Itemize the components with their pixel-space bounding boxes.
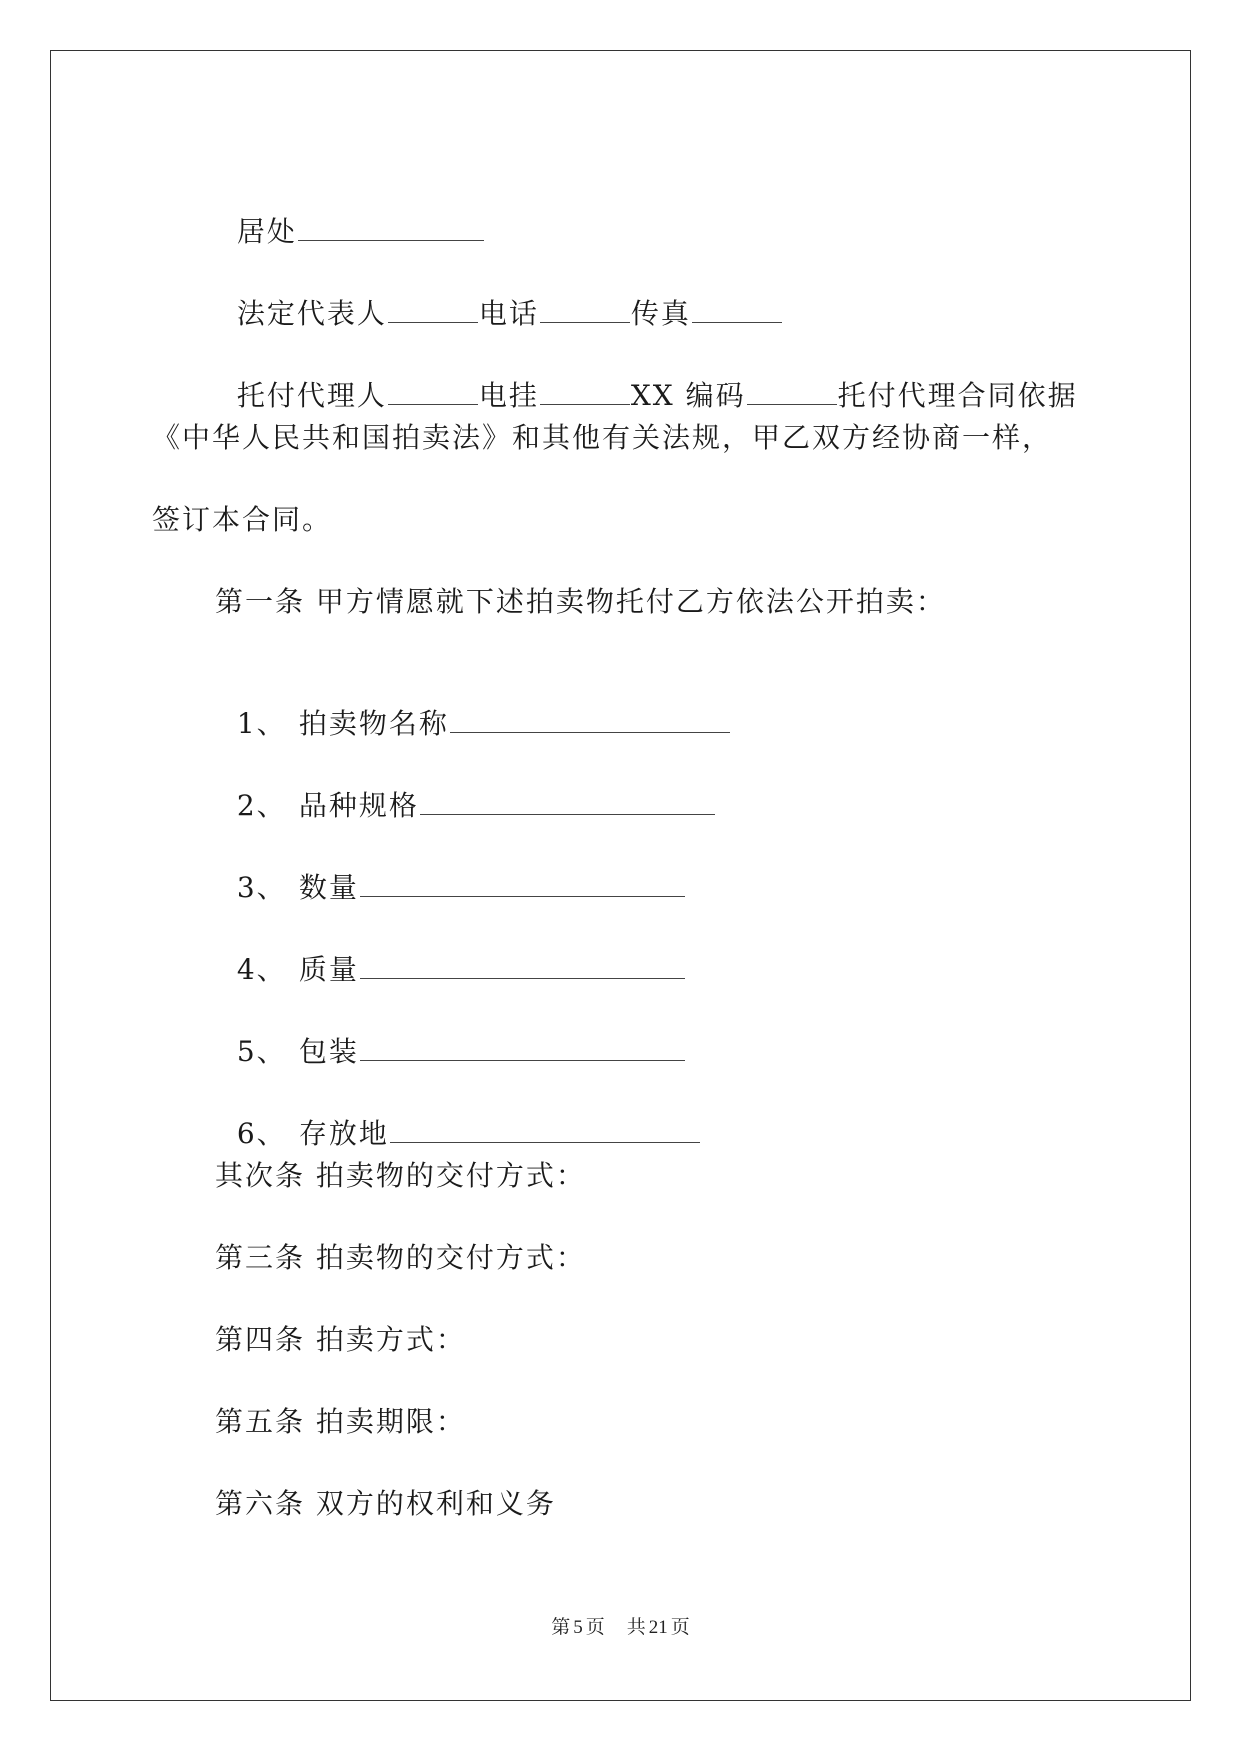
article-6: 第六条 双方的权利和义务 <box>215 1487 556 1520</box>
article-4: 第四条 拍卖方式： <box>215 1323 466 1356</box>
item-label: 数量 <box>298 871 359 904</box>
total-suffix: 页 <box>670 1616 690 1638</box>
item-number: 5、 <box>236 1035 287 1068</box>
item-number: 6、 <box>236 1117 287 1150</box>
agent-line <box>215 336 1078 416</box>
agent-label: 托付代理人 <box>236 379 387 412</box>
article-3: 第三条 拍卖物的交付方式： <box>215 1241 586 1274</box>
page-number: 5 <box>573 1617 583 1638</box>
article-1: 第一条 甲方情愿就下述拍卖物托付乙方依法公开拍卖： <box>215 585 946 618</box>
item-label: 质量 <box>298 953 359 986</box>
list-item <box>215 1074 701 1154</box>
fax-label: 传真 <box>630 297 691 330</box>
phone-label: 电话 <box>478 297 539 330</box>
list-item <box>215 992 686 1072</box>
basis-continuation: 《中华人民共和国拍卖法》和其他有关法规，甲乙双方经协商一样， <box>152 421 1053 454</box>
item-blank <box>420 786 715 815</box>
item-number: 2、 <box>236 789 287 822</box>
total-prefix: 共 <box>626 1616 646 1638</box>
list-item <box>215 664 731 744</box>
item-label: 拍卖物名称 <box>298 707 449 740</box>
legal-rep-label: 法定代表人 <box>236 297 387 330</box>
code-blank <box>747 376 837 405</box>
phone2-label: 电挂 <box>478 379 539 412</box>
item-blank <box>360 868 685 897</box>
list-item <box>215 910 686 990</box>
agent-blank <box>388 376 478 405</box>
item-blank <box>360 950 685 979</box>
page-prefix: 第 <box>551 1616 571 1638</box>
item-blank <box>450 704 730 733</box>
article-5: 第五条 拍卖期限： <box>215 1405 466 1438</box>
item-label: 包装 <box>298 1035 359 1068</box>
item-label: 品种规格 <box>298 789 419 822</box>
legal-rep-line <box>215 254 783 334</box>
sign-line: 签订本合同。 <box>152 503 333 536</box>
phone2-blank <box>540 376 630 405</box>
item-number: 1、 <box>236 707 287 740</box>
item-blank <box>360 1032 685 1061</box>
residence-blank <box>298 212 484 241</box>
item-label: 存放地 <box>298 1117 389 1150</box>
basis-start: 托付代理合同依据 <box>837 379 1078 412</box>
phone-blank <box>540 294 630 323</box>
item-number: 3、 <box>236 871 287 904</box>
article-2: 其次条 拍卖物的交付方式： <box>215 1159 586 1192</box>
list-item <box>215 746 716 826</box>
code-label: XX 编码 <box>630 379 746 412</box>
item-blank <box>390 1114 700 1143</box>
total-pages: 21 <box>648 1617 668 1638</box>
fax-blank <box>692 294 782 323</box>
list-item <box>215 828 686 908</box>
residence-line <box>215 172 485 252</box>
item-number: 4、 <box>236 953 287 986</box>
page-suffix: 页 <box>585 1616 605 1638</box>
legal-rep-blank <box>388 294 478 323</box>
page-footer <box>0 1615 1241 1640</box>
residence-label: 居处 <box>236 215 297 248</box>
